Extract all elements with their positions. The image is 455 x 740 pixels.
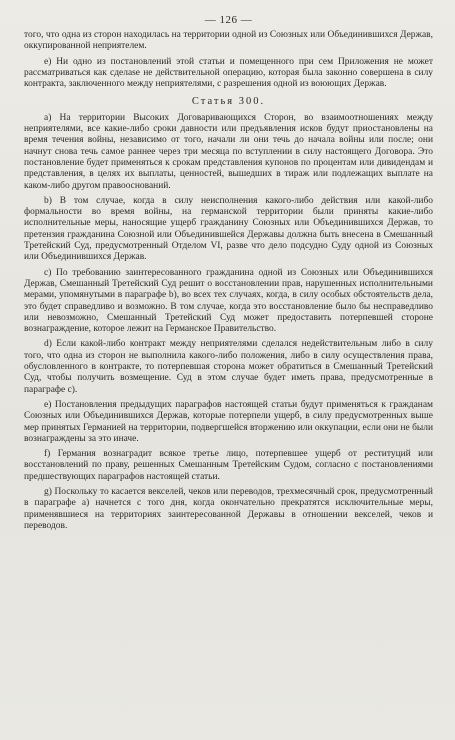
paragraph-g: g) Поскольку то касается векселей, чеков или переводов, трехмесячный срок, предусмотренный в параграфе а) начнется с того дня, когда окончательно прекратятся исключительные меры, применявшиеся на территориях заинтересованной Державы в отношении векселей, чеков и переводов. — [24, 486, 433, 531]
paragraph-f: f) Германия вознаградит всякое третье лицо, потерпевшее ущерб от реституций или восстановлений по праву, решенных Смешанным Третейским Судом, согласно с постановлениями предшествующих параграфов настоящей статьи. — [24, 449, 433, 482]
paragraph-d: d) Если какой-либо контракт между неприятелями сделался недействительным либо в силу того, что одна из сторон не выполнила какого-либо положения, либо в силу осуществления права, обусловленного в контракте, то потерпевшая сторона может обратиться в Смешанный Третейский Суд, чтобы получить возмещение. Суд в этом случае будет иметь права, предусмотренные в параграфе с). — [24, 339, 433, 395]
paragraph-e: е) Постановления предыдущих параграфов настоящей статьи будут применяться к гражданам Союзных или Объединившихся Держав, которые потерпели ущерб, в силу предусмотренных выше мер принятых Германией на территории, подвергшейся вторжению или оккупации, если они не были вознаграждены за это иначе. — [24, 399, 433, 444]
page-number: — 126 — — [204, 14, 253, 26]
paragraph-b: b) В том случае, когда в силу неисполнения какого-либо действия или какой-либо формальности во время войны, на германской территории были приняты какие-либо исполнительные меры, наносящие ущерб гражданину Союзных или Объединившихся Держав, то претензия гражданина Союзной или Объединившейся Державы должна быть внесена в Смешанный Третейский Суд, предусмотренный Отделом VI, разве что дело подсудно Суду одной из Союзных или Объединившихся Держав. — [24, 195, 433, 263]
paragraph-continuation: того, что одна из сторон находилась на территории одной из Союзных или Объединившихся Держав, оккупированной неприятелем. — [24, 30, 433, 52]
article-title: Статья 300. — [191, 96, 266, 108]
page-content — [24, 30, 433, 532]
paragraph-c: с) По требованию заинтересованного гражданина одной из Союзных или Объединившихся Держав, Смешанный Третейский Суд решит о восстановлении прав, нарушенных исполнительными мерами, упомянутыми в параграфе b), во всех тех случаях, когда, в силу особых обстоятельств дела, это будет справедливо и возможно. В том случае, когда это восстановление было бы несправедливо или невозможно, Смешанный Третейский Суд может предоставить потерпевшей стороне вознаграждение, которое лежит на Германское Правительство. — [24, 267, 433, 335]
paragraph-e-prior-article: е) Ни одно из постановлений этой статьи и помещенного при сем Приложения не может рассматриваться как сделаsе не действительной операцию, которая была законно совершена в силу контракта, заключенного между неприятелями, с разрешения одной из воюющих Держав. — [24, 56, 433, 90]
paragraph-a: а) На территории Высоких Договаривающихся Сторон, во взаимоотношениях между неприятелями, все какие-либо сроки давности или предъявления исков будут приостановлены на время течения войны, независимо от того, начали ли они течь до начала войны или после; они начнут снова течь самое раннее через три месяца по вступлении в силу настоящего Договора. Это постановление будет применяться к срокам представления купонов по процентам или дивидендам и представления, в целях их выплаты, ценностей, вышедших в тираж или подлежащих выплате на каком-либо другом правооснований. — [24, 112, 433, 191]
